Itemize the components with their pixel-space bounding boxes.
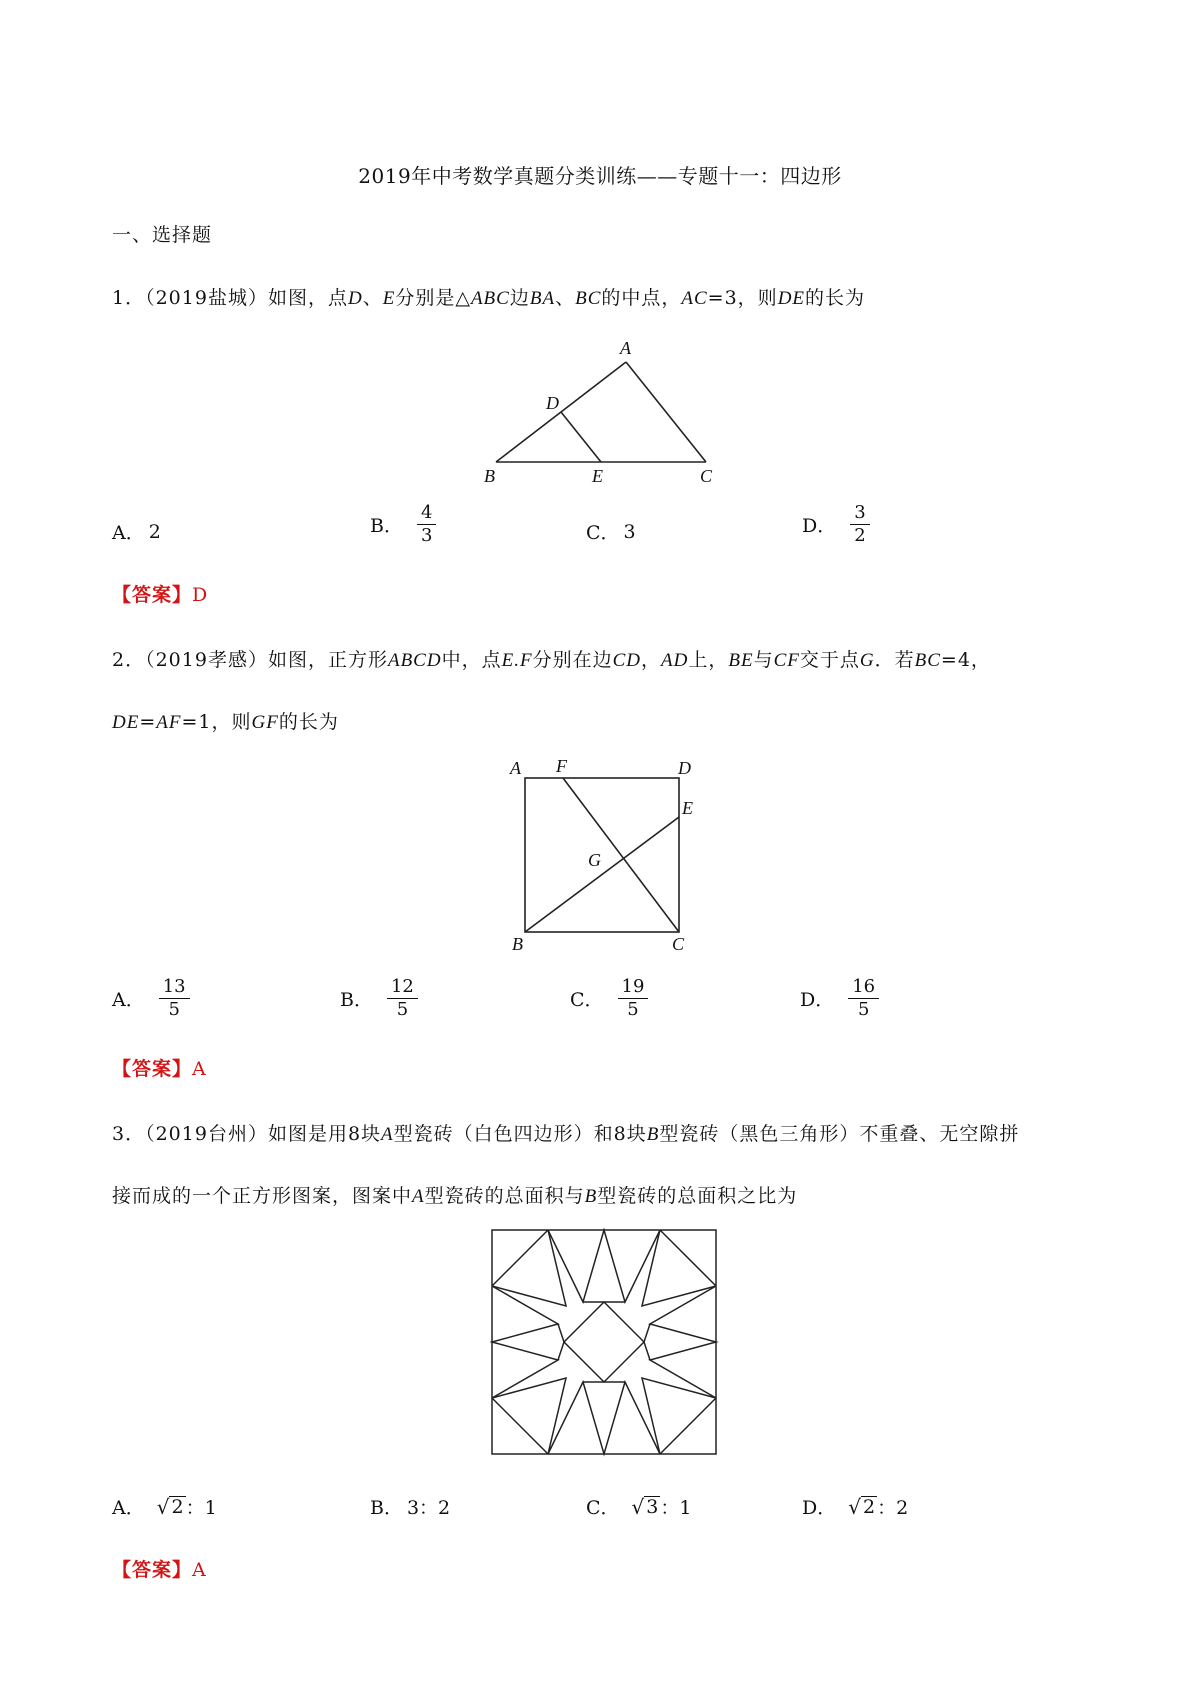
fraction: [850, 502, 869, 547]
question-number: 1．: [112, 287, 146, 309]
math-var: BA: [529, 288, 556, 309]
option-letter: D．: [800, 989, 835, 1011]
text-part: =: [139, 711, 157, 733]
tile-pattern-figure: [490, 1228, 720, 1458]
answer-label: 【答案】: [112, 1559, 193, 1581]
q1-option-d[interactable]: [802, 502, 870, 547]
q1-option-a[interactable]: [112, 518, 161, 545]
math-var: CD: [612, 650, 641, 671]
fraction: [387, 976, 418, 1021]
segment-de: [561, 412, 601, 462]
text-part: 的中点，: [601, 287, 682, 309]
radical: [632, 1495, 661, 1519]
math-var: DE: [112, 712, 140, 733]
text-part: 中，点: [441, 649, 502, 671]
corner-edge: [660, 1230, 716, 1286]
math-var: GF: [251, 712, 279, 733]
denominator: 2: [854, 525, 866, 546]
label-c: C: [672, 934, 685, 954]
text-part: ，: [640, 649, 661, 671]
math-var: B: [646, 1124, 660, 1145]
math-var: AF: [156, 712, 182, 733]
math-var: AC: [681, 288, 708, 309]
denominator: 3: [420, 525, 433, 546]
question-2-line-1: [112, 645, 991, 672]
q1-option-b[interactable]: [370, 502, 436, 547]
math-var: CF: [773, 650, 800, 671]
fraction: [618, 976, 649, 1021]
option-letter: B．: [340, 989, 373, 1011]
question-3-line-1: [112, 1119, 1019, 1146]
denominator: 5: [396, 999, 409, 1020]
text-part: 型瓷砖（白色四边形）和8块: [393, 1123, 647, 1145]
inner-diamond: [564, 1302, 644, 1382]
question-number: 2．: [112, 649, 146, 671]
math-var: E: [382, 288, 396, 309]
option-value: ：2: [877, 1497, 909, 1519]
text-part: 交于点: [799, 649, 860, 671]
text-part: 、: [362, 287, 383, 309]
q3-option-d[interactable]: [802, 1493, 908, 1520]
question-source: （2019台州）: [145, 1123, 268, 1145]
corner-edge: [492, 1230, 548, 1286]
text-part: 型瓷砖（黑色三角形）不重叠、无空隙拼: [659, 1123, 1020, 1145]
math-var: G: [859, 650, 875, 671]
q3-option-a[interactable]: [112, 1493, 217, 1520]
q2-option-d[interactable]: [800, 976, 879, 1021]
option-letter: C．: [586, 522, 620, 544]
triangle-figure: [470, 330, 730, 490]
text-part: 如图，正方形: [267, 649, 388, 671]
radical-sign: √: [631, 1494, 645, 1519]
option-value: ：1: [185, 1497, 217, 1519]
option-value: ：1: [660, 1497, 692, 1519]
option-letter: C．: [570, 989, 604, 1011]
radical: [157, 1495, 186, 1519]
question-2-line-2: [112, 707, 339, 734]
spoke: [558, 1324, 564, 1342]
label-a: A: [620, 338, 631, 358]
option-letter: A．: [112, 989, 145, 1011]
option-letter: B．: [370, 515, 403, 537]
label-b: B: [484, 466, 495, 486]
q2-answer: [112, 1054, 207, 1081]
label-a: A: [510, 758, 521, 778]
text-part: 如图，点: [267, 287, 348, 309]
text-part: =4，: [940, 649, 991, 671]
text-part: 分别在边: [532, 649, 613, 671]
section-heading: 一、选择题: [112, 224, 213, 246]
numerator: 19: [618, 976, 649, 999]
denominator: 5: [857, 999, 870, 1020]
q2-option-c[interactable]: [570, 976, 648, 1021]
label-c: C: [700, 466, 713, 486]
corner-edge: [492, 1398, 548, 1454]
q2-option-a[interactable]: [112, 976, 190, 1021]
text-part: 分别是△: [395, 287, 471, 309]
math-var: BE: [728, 650, 754, 671]
option-letter: C．: [586, 1497, 620, 1519]
label-e: E: [682, 798, 693, 818]
text-part: 的长为: [805, 287, 866, 309]
denominator: 5: [168, 999, 180, 1020]
option-letter: A．: [112, 522, 145, 544]
text-part: =1，则: [181, 711, 252, 733]
option-letter: A．: [112, 1497, 145, 1519]
option-value: 3：2: [406, 1497, 451, 1519]
math-var: A: [412, 1186, 425, 1207]
text-part: 如图是用8块: [267, 1123, 382, 1145]
radical: [848, 1495, 877, 1519]
segment-be: [525, 817, 679, 932]
denominator: 5: [627, 999, 639, 1020]
text-part: 接而成的一个正方形图案，图案中: [112, 1185, 413, 1207]
label-f: F: [556, 756, 567, 776]
numerator: 16: [848, 976, 879, 999]
text-part: 、: [555, 287, 576, 309]
page-title: 2019年中考数学真题分类训练——专题十一：四边形: [358, 164, 842, 188]
label-b: B: [512, 934, 523, 954]
question-1-text: [112, 283, 865, 310]
text-part: =3，则: [707, 287, 778, 309]
question-source: （2019盐城）: [145, 287, 268, 309]
answer-value: A: [192, 1058, 207, 1080]
numerator: 13: [159, 976, 190, 999]
text-part: ．若: [874, 649, 915, 671]
math-var: BC: [575, 288, 602, 309]
text-part: 的长为: [278, 711, 339, 733]
label-d: D: [546, 393, 559, 413]
q3-option-c[interactable]: [586, 1493, 691, 1520]
segment-cf: [563, 778, 679, 932]
fraction: [159, 976, 190, 1021]
spoke: [558, 1342, 564, 1360]
text-part: 边: [509, 287, 530, 309]
text-part: 型瓷砖的总面积与: [424, 1185, 585, 1207]
spoke: [644, 1324, 650, 1342]
question-number: 3．: [112, 1123, 146, 1145]
option-value: 3: [623, 520, 636, 543]
option-letter: B．: [370, 1497, 403, 1519]
math-var: AD: [661, 650, 689, 671]
star-outline: [492, 1230, 716, 1454]
math-var: B: [584, 1186, 598, 1207]
answer-label: 【答案】: [112, 1058, 193, 1080]
fraction: [417, 502, 436, 547]
math-var: DE: [777, 288, 806, 309]
answer-value: D: [192, 584, 209, 606]
q2-option-b[interactable]: [340, 976, 418, 1021]
radical-sign: √: [848, 1494, 861, 1519]
fraction: [848, 976, 879, 1021]
side-ac: [626, 362, 706, 462]
square-abcd: [525, 778, 679, 932]
option-value: 2: [148, 520, 161, 543]
q3-answer: [112, 1555, 207, 1582]
q3-option-b[interactable]: [370, 1493, 450, 1520]
math-var: D: [347, 288, 363, 309]
q1-option-c[interactable]: [586, 518, 636, 545]
numerator: 12: [387, 976, 418, 999]
radical-sign: √: [156, 1494, 170, 1519]
label-d: D: [678, 758, 691, 778]
outer-square: [492, 1230, 716, 1454]
square-figure: [500, 752, 710, 957]
option-letter: D．: [802, 1497, 837, 1519]
question-source: （2019孝感）: [145, 649, 268, 671]
math-var: E.F: [501, 650, 533, 671]
option-letter: D．: [802, 515, 837, 537]
answer-label: 【答案】: [112, 584, 193, 606]
question-3-line-2: [112, 1181, 797, 1208]
radicand: 2: [171, 1496, 184, 1518]
radicand: 3: [646, 1496, 659, 1518]
text-part: 型瓷砖的总面积之比为: [597, 1185, 798, 1207]
answer-value: A: [192, 1559, 207, 1581]
spoke: [644, 1342, 650, 1360]
numerator: 3: [850, 502, 869, 525]
text-part: 上，: [688, 649, 729, 671]
label-e: E: [592, 466, 603, 486]
corner-edge: [660, 1398, 716, 1454]
q1-answer: [112, 580, 208, 607]
math-var: ABC: [470, 288, 510, 309]
radicand: 2: [862, 1496, 876, 1518]
text-part: 与: [753, 649, 774, 671]
math-var: A: [381, 1124, 394, 1145]
label-g: G: [588, 850, 601, 870]
numerator: 4: [417, 502, 436, 525]
math-var: ABCD: [387, 650, 442, 671]
math-var: BC: [914, 650, 941, 671]
